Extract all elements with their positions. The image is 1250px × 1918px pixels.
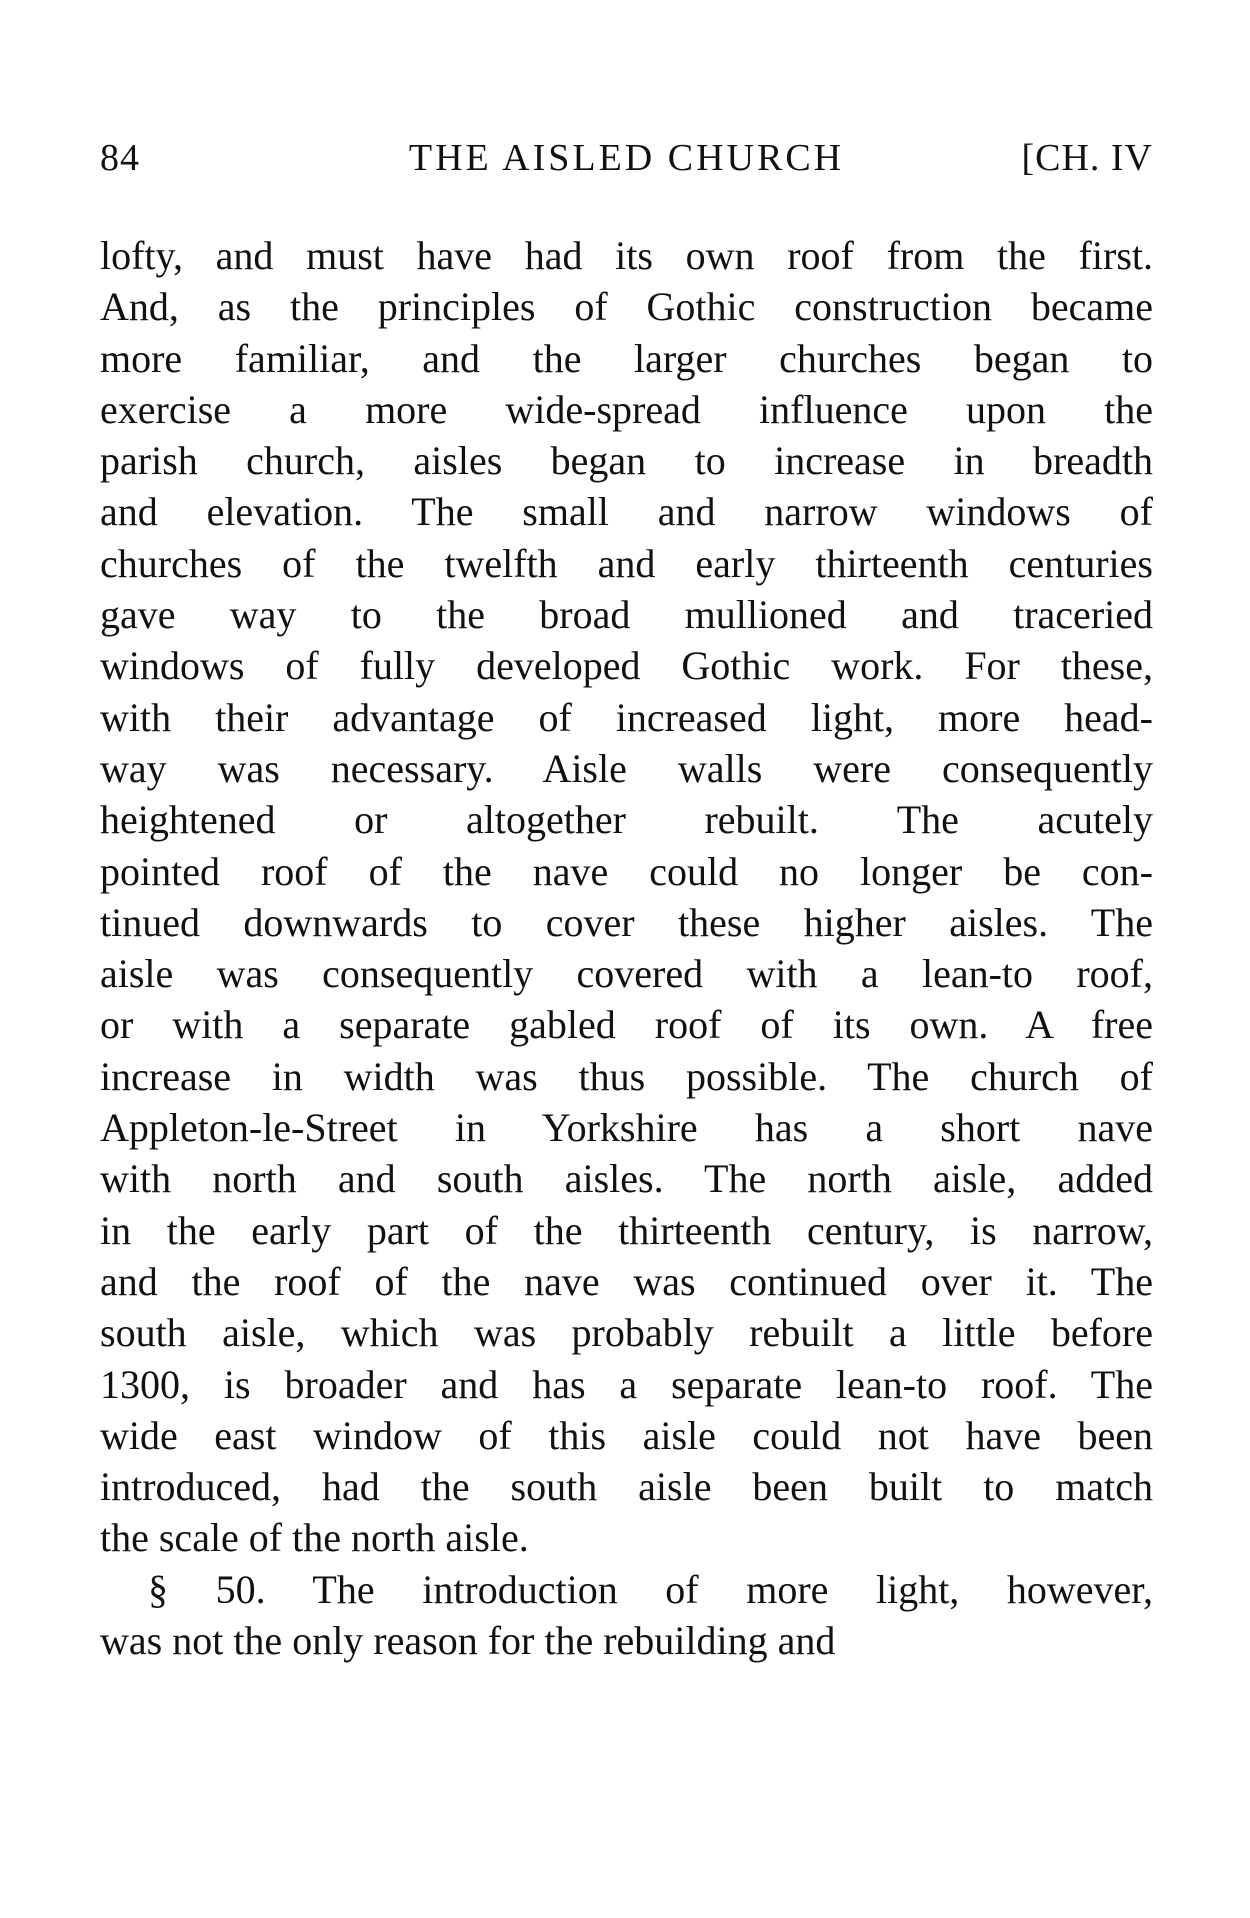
text-line: 1300, is broader and has a separate lean-to roof. The bbox=[100, 1361, 1153, 1407]
text-line: aisle was consequently covered with a lean-to roof, bbox=[100, 951, 1153, 997]
text-line: in the early part of the thirteenth century, is narrow, bbox=[100, 1207, 1153, 1253]
running-title: THE AISLED CHURCH bbox=[408, 137, 845, 179]
text-line: exercise a more wide-spread influence upon the bbox=[100, 386, 1153, 432]
text-line: tinued downwards to cover these higher aisles. The bbox=[100, 899, 1153, 945]
text-line: introduced, had the south aisle been built to match bbox=[100, 1464, 1153, 1510]
text-line: and the roof of the nave was continued over it. The bbox=[100, 1258, 1153, 1304]
text-line: with their advantage of increased light, more head- bbox=[100, 694, 1153, 740]
text-line: and elevation. The small and narrow windows of bbox=[100, 489, 1153, 535]
running-header bbox=[100, 136, 1153, 186]
text-line: the scale of the north aisle. bbox=[100, 1515, 529, 1561]
page-number: 84 bbox=[100, 137, 140, 179]
text-line: or with a separate gabled roof of its own. A free bbox=[100, 1002, 1153, 1048]
text-line: heightened or altogether rebuilt. The acutely bbox=[100, 797, 1153, 843]
text-line: with north and south aisles. The north aisle, added bbox=[100, 1156, 1153, 1202]
body-text bbox=[100, 230, 1153, 1666]
text-line: more familiar, and the larger churches began to bbox=[100, 335, 1153, 381]
text-line: gave way to the broad mullioned and traceried bbox=[100, 592, 1153, 638]
text-line: lofty, and must have had its own roof from the first. bbox=[100, 233, 1153, 278]
text-line: way was necessary. Aisle walls were consequently bbox=[100, 745, 1153, 791]
text-line: Appleton-le-Street in Yorkshire has a short nave bbox=[100, 1105, 1153, 1151]
text-line: was not the only reason for the rebuilding and bbox=[100, 1618, 836, 1664]
text-line: windows of fully developed Gothic work. For these, bbox=[100, 643, 1153, 689]
text-line: increase in width was thus possible. The church of bbox=[100, 1053, 1153, 1099]
text-line: pointed roof of the nave could no longer be con- bbox=[100, 848, 1153, 894]
text-line: south aisle, which was probably rebuilt a little before bbox=[100, 1310, 1153, 1356]
chapter-label: [CH. IV bbox=[1021, 137, 1153, 179]
text-line: § 50. The introduction of more light, however, bbox=[148, 1566, 1153, 1612]
text-line: parish church, aisles began to increase in breadth bbox=[100, 438, 1153, 484]
text-line: And, as the principles of Gothic construction became bbox=[100, 284, 1153, 330]
text-line: wide east window of this aisle could not have been bbox=[100, 1412, 1153, 1458]
text-line: churches of the twelfth and early thirteenth centuries bbox=[100, 540, 1153, 586]
